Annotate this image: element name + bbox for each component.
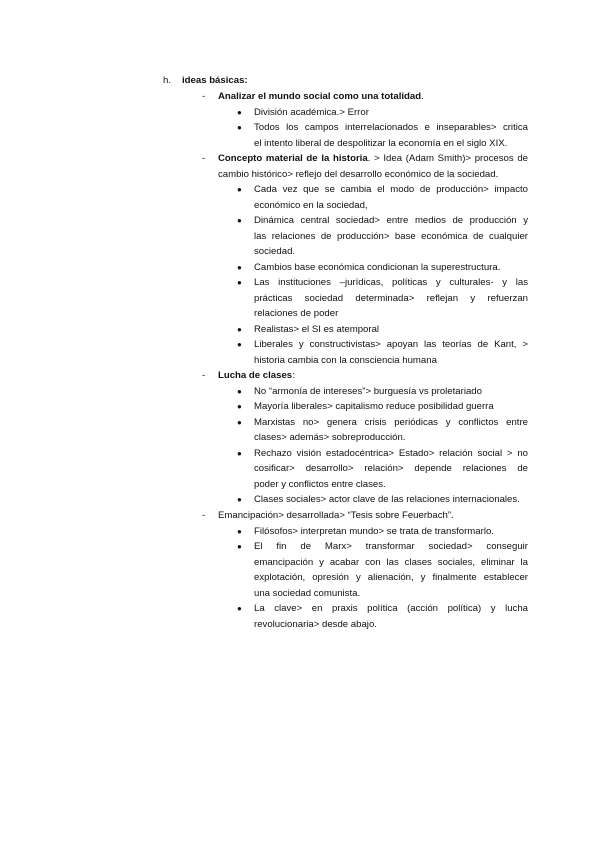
list-item: Las instituciones –jurídicas, políticas y culturales- y las bbox=[254, 277, 528, 288]
list-item-continuation: emancipación y acabar con las clases sociales, eliminar la bbox=[254, 557, 528, 568]
list-item-continuation: relaciones de poder bbox=[254, 308, 339, 319]
section-title: Emancipación> desarrollada> “Tesis sobre Feuerbach”. bbox=[218, 510, 454, 521]
bullet: ● bbox=[237, 449, 242, 458]
list-item-continuation: clases> además> sobreproducción. bbox=[254, 432, 406, 443]
dash-marker: - bbox=[202, 91, 206, 102]
list-item-continuation: explotación, opresión y alienación, y finalmente establecer bbox=[254, 572, 528, 583]
list-item-continuation: poder y conflictos entre clases. bbox=[254, 479, 386, 490]
list-item: Filósofos> interpretan mundo> se trata de transformarlo. bbox=[254, 526, 494, 537]
list-item: Cada vez que se cambia el modo de producción> impacto bbox=[254, 184, 528, 195]
dash-marker: - bbox=[202, 370, 206, 381]
list-item: Mayoría liberales> capitalismo reduce posibilidad guerra bbox=[254, 401, 494, 412]
list-item: El fin de Marx> transformar sociedad> conseguir bbox=[254, 541, 528, 552]
bullet: ● bbox=[237, 495, 242, 504]
list-item: Marxistas no> genera crisis periódicas y conflictos entre bbox=[254, 417, 528, 428]
bullet: ● bbox=[237, 278, 242, 287]
list-item: Realistas> el SI es atemporal bbox=[254, 324, 380, 335]
bullet: ● bbox=[237, 325, 242, 334]
bullet: ● bbox=[237, 604, 242, 613]
bullet: ● bbox=[237, 216, 242, 225]
list-item-continuation: cosificar> desarrollo> relación> depende relaciones de bbox=[254, 463, 528, 474]
list-marker: h. bbox=[163, 75, 172, 86]
list-item: Liberales y constructivistas> apoyan las teorías de Kant, > bbox=[254, 339, 528, 350]
list-item-continuation: una sociedad comunista. bbox=[254, 588, 361, 599]
bullet: ● bbox=[237, 185, 242, 194]
bullet: ● bbox=[237, 340, 242, 349]
list-item-continuation: el intento liberal de despolitizar la economía en el siglo XIX. bbox=[254, 138, 508, 149]
section-title: Analizar el mundo social como una totalidad. bbox=[218, 91, 424, 102]
list-item: La clave> en praxis política (acción política) y lucha bbox=[254, 603, 528, 614]
list-item-continuation: revolucionaria> desde abajo. bbox=[254, 619, 377, 630]
list-item: Dinámica central sociedad> entre medios de producción y bbox=[254, 215, 528, 226]
list-item-continuation: prácticas sociedad determinada> reflejan y refuerzan bbox=[254, 293, 528, 304]
list-item: Cambios base económica condicionan la superestructura. bbox=[254, 262, 501, 273]
list-item: Todos los campos interrelacionados e inseparables> critica bbox=[254, 122, 528, 133]
bullet: ● bbox=[237, 418, 242, 427]
bullet: ● bbox=[237, 123, 242, 132]
list-item-continuation: las relaciones de producción> base económica de cualquier bbox=[254, 231, 528, 242]
bullet: ● bbox=[237, 542, 242, 551]
section-heading: ideas básicas: bbox=[182, 75, 248, 86]
bullet: ● bbox=[237, 108, 242, 117]
paragraph-line: cambio histórico> reflejo del desarrollo económico de la sociedad. bbox=[218, 169, 499, 180]
bullet: ● bbox=[237, 527, 242, 536]
list-item: División académica.> Error bbox=[254, 107, 369, 118]
list-item-continuation: sociedad. bbox=[254, 246, 296, 257]
section-title: Lucha de clases: bbox=[218, 370, 295, 381]
bullet: ● bbox=[237, 402, 242, 411]
list-item-continuation: económico en la sociedad, bbox=[254, 200, 368, 211]
bullet: ● bbox=[237, 387, 242, 396]
list-item: Rechazo visión estadocéntrica> Estado> relación social > no bbox=[254, 448, 528, 459]
dash-marker: - bbox=[202, 510, 206, 521]
list-item: No “armonía de intereses”> burguesía vs proletariado bbox=[254, 386, 482, 397]
list-item-continuation: historia cambia con la consciencia humana bbox=[254, 355, 437, 366]
bullet: ● bbox=[237, 263, 242, 272]
section-title: Concepto material de la historia. > Idea (Adam Smith)> procesos de bbox=[218, 153, 529, 164]
dash-marker: - bbox=[202, 153, 206, 164]
list-item: Clases sociales> actor clave de las relaciones internacionales. bbox=[254, 494, 520, 505]
